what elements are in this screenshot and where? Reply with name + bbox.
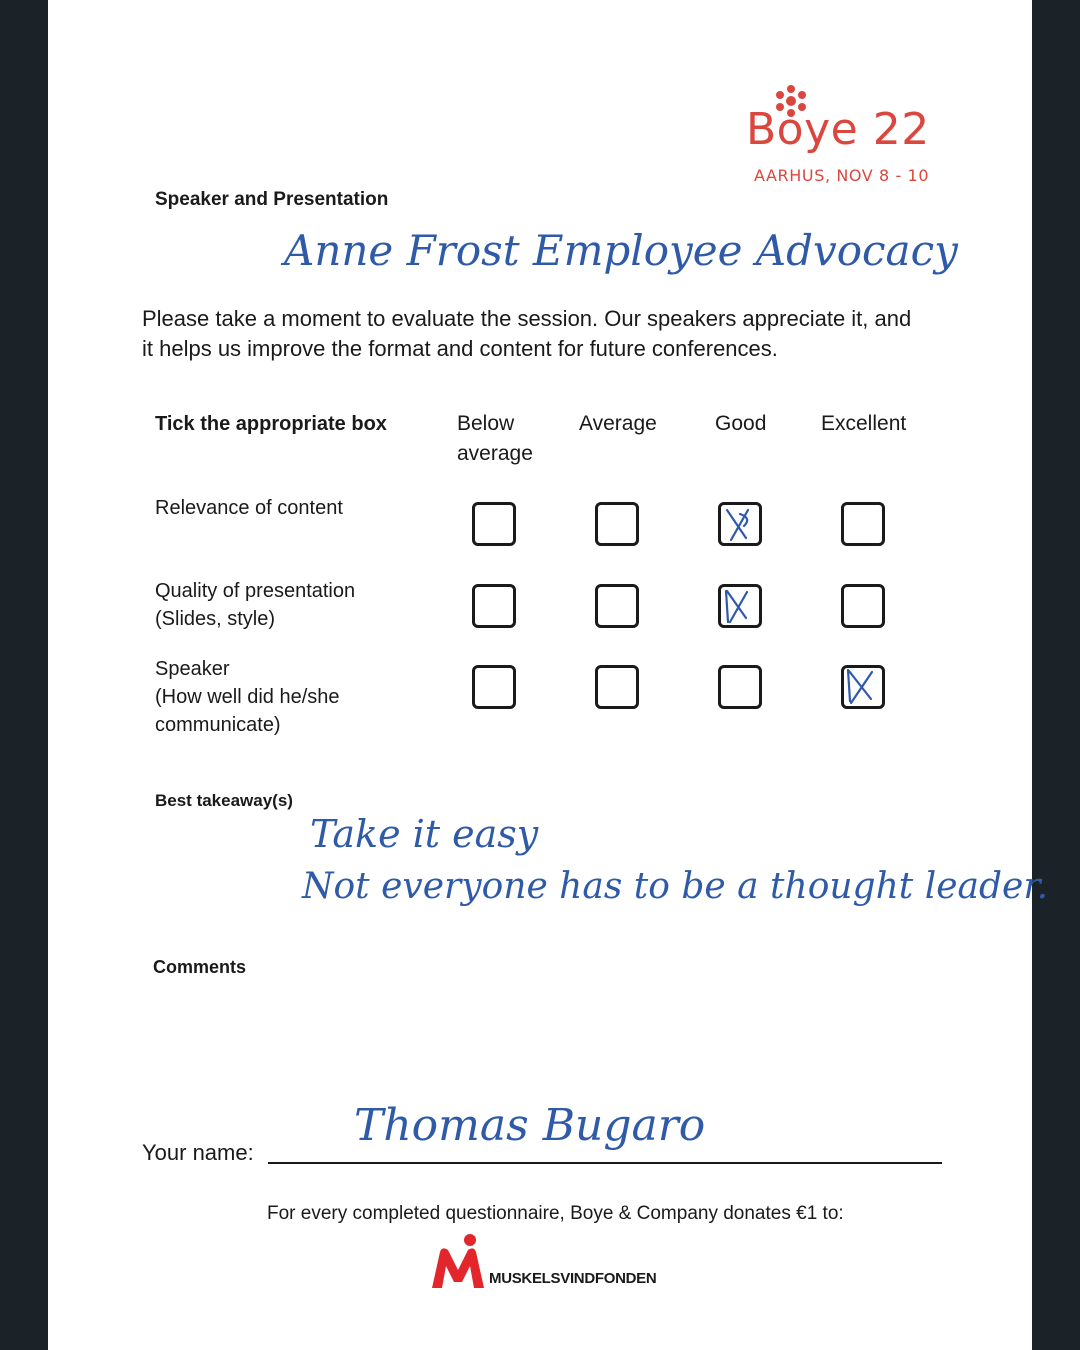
comments-label: Comments bbox=[153, 957, 247, 977]
row-label-relevance: Relevance of content bbox=[155, 497, 343, 519]
donation-text: For every completed questionnaire, Boye & Company donates €1 to: bbox=[267, 1203, 844, 1224]
muskelsvindfonden-logo-icon bbox=[428, 1230, 488, 1290]
handwritten-name: Thomas Bugaro bbox=[354, 1100, 706, 1151]
checkbox-relevance-average[interactable] bbox=[595, 502, 639, 546]
event-location-date: AARHUS, NOV 8 - 10 bbox=[754, 166, 930, 185]
boye-logo-text: Boye 22 bbox=[746, 104, 930, 155]
your-name-label: Your name: bbox=[142, 1140, 254, 1165]
row-label-speaker-sub2: communicate) bbox=[155, 714, 281, 736]
checkbox-relevance-good[interactable] bbox=[718, 502, 762, 546]
check-mark-icon bbox=[718, 502, 762, 546]
row-label-speaker: Speaker bbox=[155, 658, 230, 680]
row-label-quality: Quality of presentation bbox=[155, 580, 356, 602]
check-mark-icon bbox=[841, 665, 885, 709]
column-below-average: Below average bbox=[457, 412, 533, 465]
checkbox-speaker-good[interactable] bbox=[718, 665, 762, 709]
checkbox-quality-average[interactable] bbox=[595, 584, 639, 628]
row-label-quality-sub: (Slides, style) bbox=[155, 608, 276, 630]
checkbox-speaker-below-average[interactable] bbox=[472, 665, 516, 709]
checkbox-speaker-average[interactable] bbox=[595, 665, 639, 709]
row-label-speaker-sub1: (How well did he/she bbox=[155, 686, 340, 708]
tick-instruction: Tick the appropriate box bbox=[155, 413, 387, 435]
takeaway-line-2: Not everyone has to be a thought leader. bbox=[302, 866, 1049, 907]
check-mark-icon bbox=[718, 584, 762, 628]
name-underline bbox=[268, 1162, 942, 1164]
speaker-presentation-handwritten: Anne Frost Employee Advocacy bbox=[284, 226, 958, 275]
charity-name: MUSKELSVINDFONDEN bbox=[489, 1270, 657, 1287]
column-good: Good bbox=[715, 412, 767, 435]
checkbox-relevance-below-average[interactable] bbox=[472, 502, 516, 546]
checkbox-speaker-excellent[interactable] bbox=[841, 665, 885, 709]
column-excellent: Excellent bbox=[821, 412, 907, 435]
checkbox-quality-excellent[interactable] bbox=[841, 584, 885, 628]
column-average: Average bbox=[579, 412, 657, 435]
checkbox-quality-below-average[interactable] bbox=[472, 584, 516, 628]
intro-paragraph: Please take a moment to evaluate the session. Our speakers appreciate it, and it helps us improve the format and content for future conferences. bbox=[142, 306, 912, 361]
feedback-form bbox=[48, 0, 1049, 1350]
takeaway-line-1: Take it easy bbox=[310, 812, 539, 856]
checkbox-quality-good[interactable] bbox=[718, 584, 762, 628]
speaker-presentation-label: Speaker and Presentation bbox=[155, 189, 389, 210]
best-takeaways-label: Best takeaway(s) bbox=[155, 791, 293, 810]
checkbox-relevance-excellent[interactable] bbox=[841, 502, 885, 546]
